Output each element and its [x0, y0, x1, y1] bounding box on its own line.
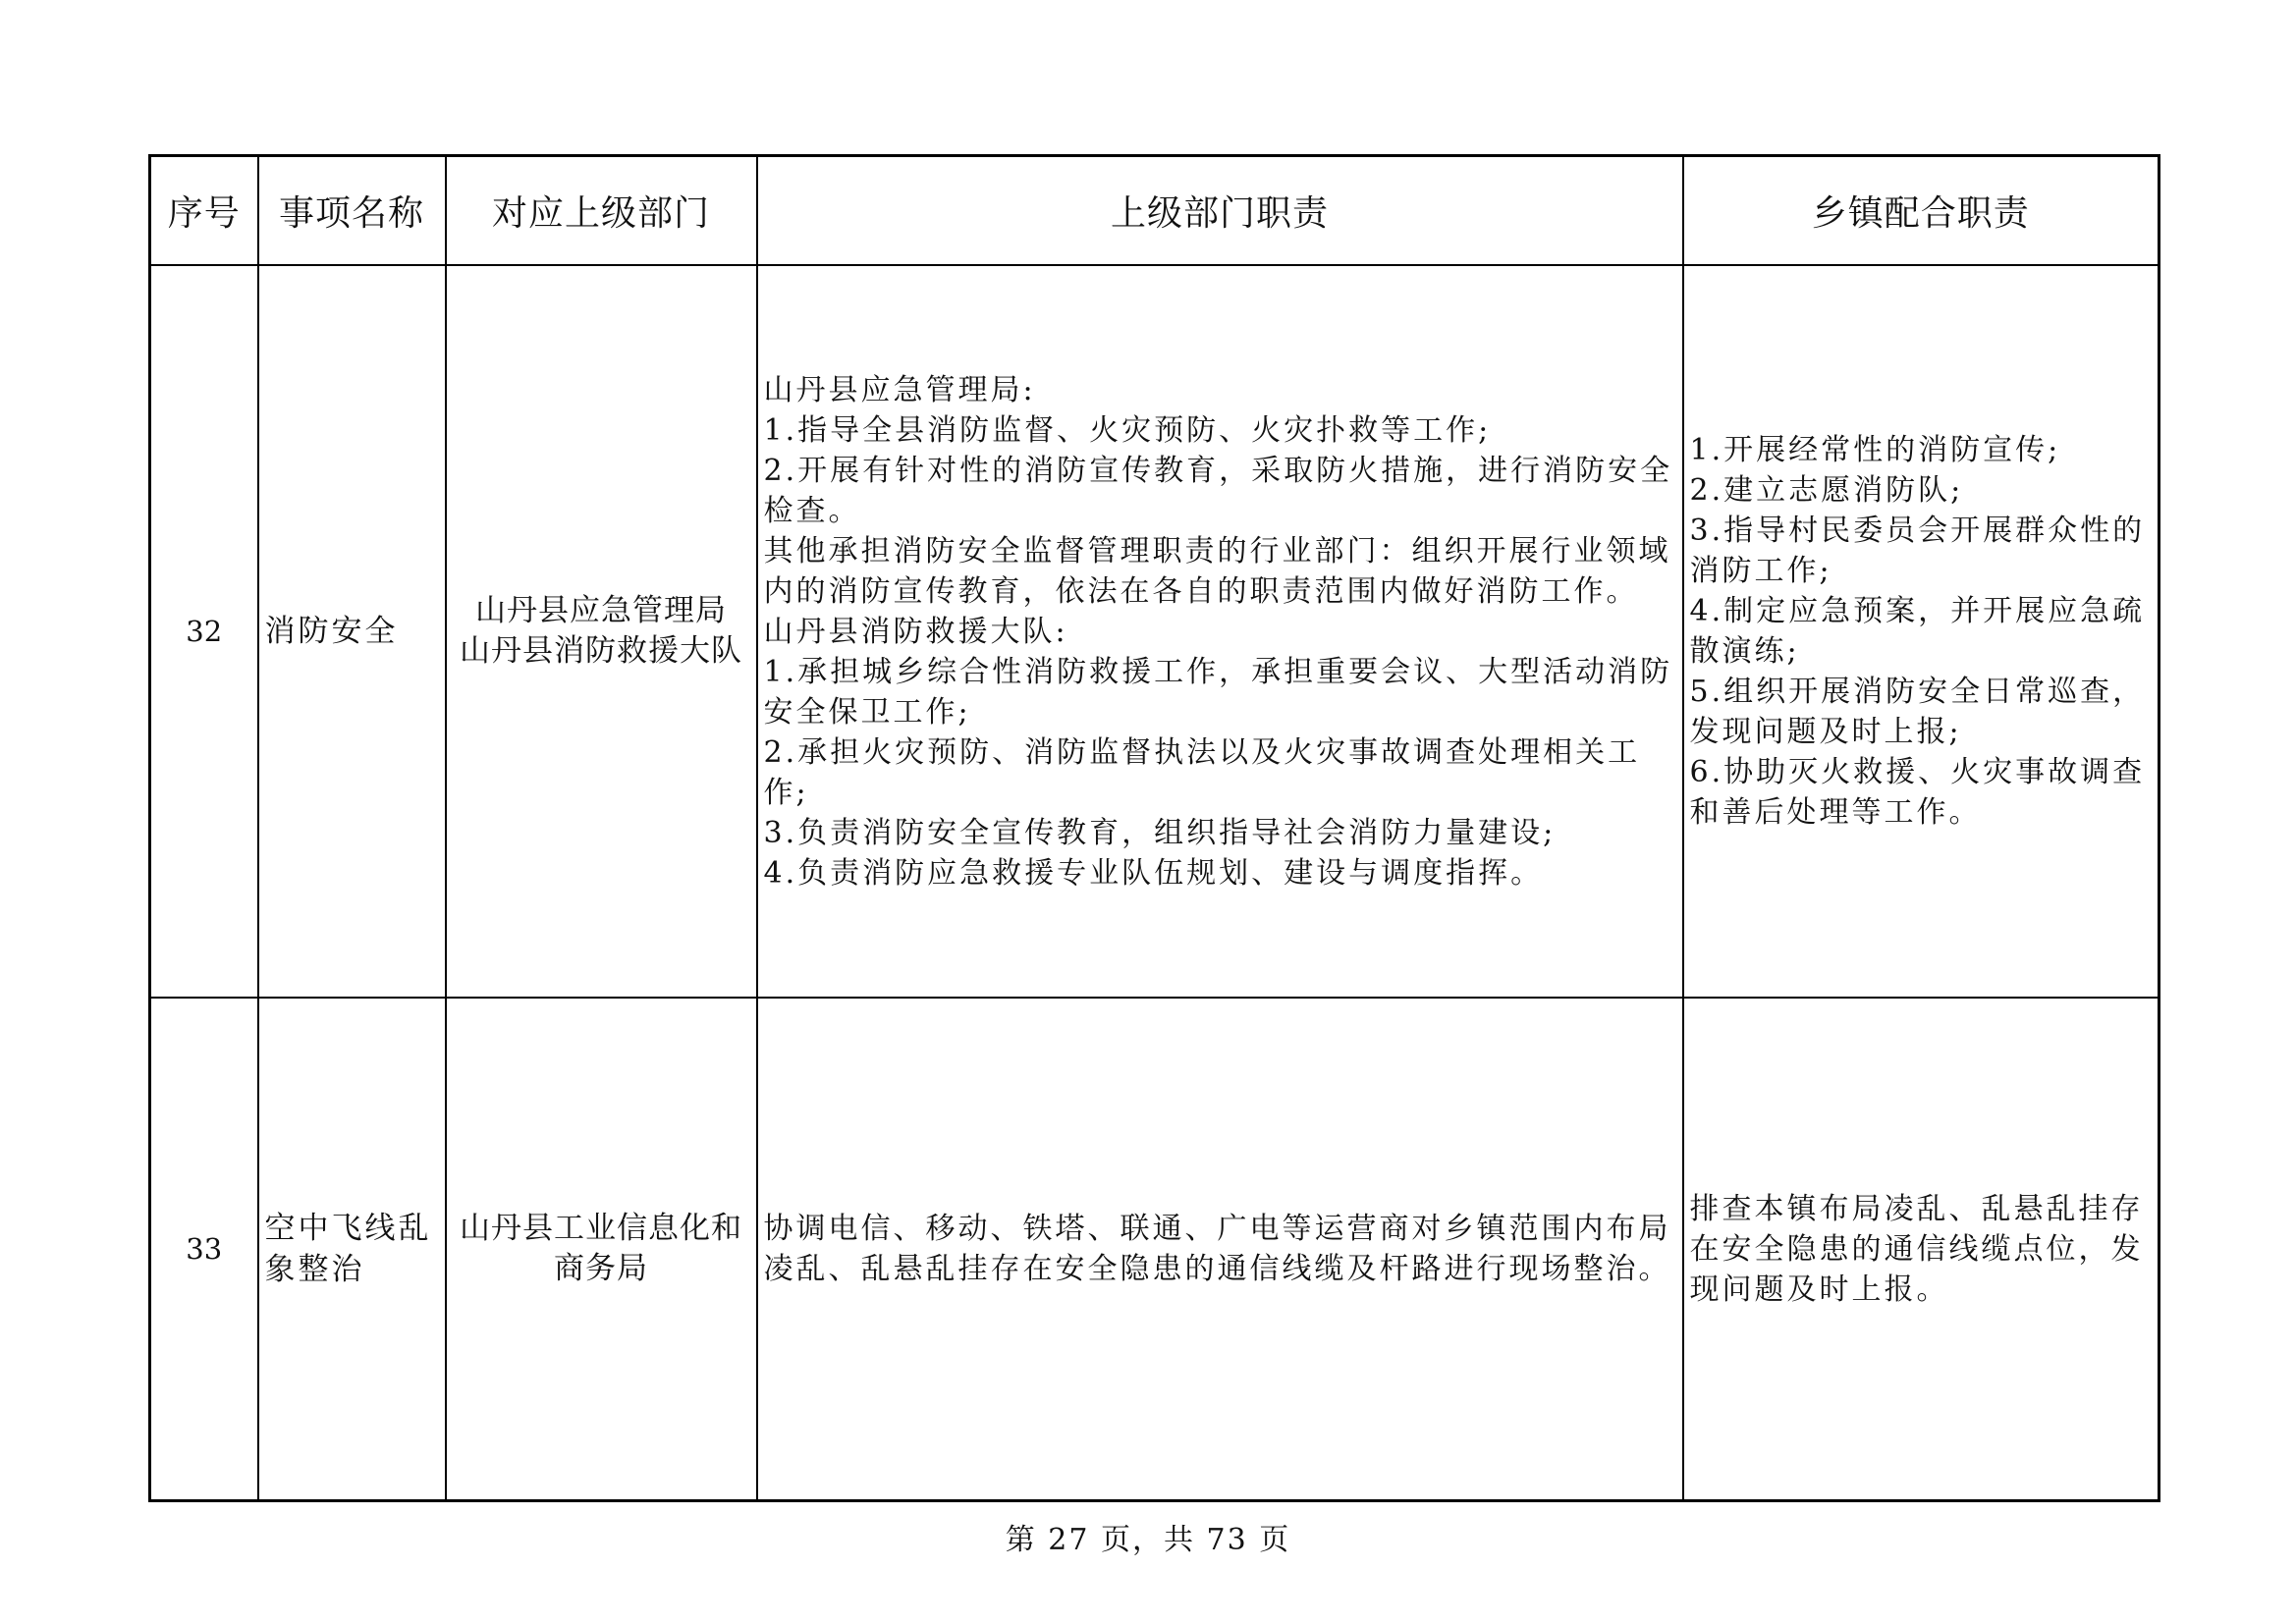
header-town-duties: 乡镇配合职责 [1683, 156, 2159, 266]
item-name-cell: 空中飞线乱象整治 [258, 998, 446, 1501]
town-duty-line: 2.建立志愿消防队; [1689, 473, 1964, 508]
duty-line: 1.承担城乡综合性消防救援工作，承担重要会议、大型活动消防安全保卫工作; [763, 654, 1673, 730]
town-duties-cell [1683, 265, 2159, 998]
town-duty-line: 6.协助灭火救援、火灾事故调查和善后处理等工作。 [1689, 755, 2146, 830]
duty-line: 山丹县消防救援大队: [763, 614, 1068, 649]
dept-line: 山丹县消防救援大队 [460, 633, 742, 669]
superior-duties-cell [757, 265, 1683, 998]
duty-line: 4.负责消防应急救援专业队伍规划、建设与调度指挥。 [763, 855, 1544, 891]
duty-line: 其他承担消防安全监督管理职责的行业部门：组织开展行业领域内的消防宣传教育，依法在各自的职责范围内做好消防工作。 [763, 533, 1671, 609]
town-duty-line: 4.制定应急预案，并开展应急疏散演练; [1689, 594, 2146, 669]
header-item-name: 事项名称 [258, 156, 446, 266]
table-row [150, 265, 2159, 998]
responsibility-table [148, 154, 2160, 1502]
town-duty-line: 3.指导村民委员会开展群众性的消防工作; [1689, 514, 2146, 588]
superior-duties-cell [757, 998, 1683, 1501]
duty-line: 1.指导全县消防监督、火灾预防、火灾扑救等工作; [763, 412, 1492, 448]
duty-line: 3.负责消防安全宣传教育，组织指导社会消防力量建设; [763, 815, 1557, 850]
duty-line: 2.承担火灾预防、消防监督执法以及火灾事故调查处理相关工作; [763, 734, 1641, 810]
duty-line: 协调电信、移动、铁塔、联通、广电等运营商对乡镇范围内布局凌乱、乱悬乱挂存在安全隐患的通信线缆及杆路进行现场整治。 [763, 1212, 1671, 1286]
dept-line: 山丹县工业信息化和商务局 [460, 1211, 742, 1286]
serial-cell: 32 [150, 265, 258, 998]
town-duty-line: 5.组织开展消防安全日常巡查，发现问题及时上报; [1689, 675, 2146, 749]
town-duties-cell [1683, 998, 2159, 1501]
header-row [150, 156, 2159, 266]
duty-line: 2.开展有针对性的消防宣传教育，采取防火措施，进行消防安全检查。 [763, 453, 1673, 528]
item-name-cell: 消防安全 [258, 265, 446, 998]
duty-line: 山丹县应急管理局: [763, 372, 1036, 407]
page-footer: 第 27 页，共 73 页 [1005, 1523, 1291, 1557]
header-superior-duties: 上级部门职责 [757, 156, 1683, 266]
serial-cell: 33 [150, 998, 258, 1501]
header-serial: 序号 [150, 156, 258, 266]
dept-line: 山丹县应急管理局 [475, 593, 727, 628]
table-row [150, 998, 2159, 1501]
responsibility-table-page [148, 154, 2158, 1502]
town-duty-line: 排查本镇布局凌乱、乱悬乱挂存在安全隐患的通信线缆点位，发现问题及时上报。 [1689, 1191, 2144, 1307]
superior-dept-cell [446, 998, 757, 1501]
town-duty-line: 1.开展经常性的消防宣传; [1689, 433, 2061, 467]
superior-dept-cell [446, 265, 757, 998]
header-superior-dept: 对应上级部门 [446, 156, 757, 266]
